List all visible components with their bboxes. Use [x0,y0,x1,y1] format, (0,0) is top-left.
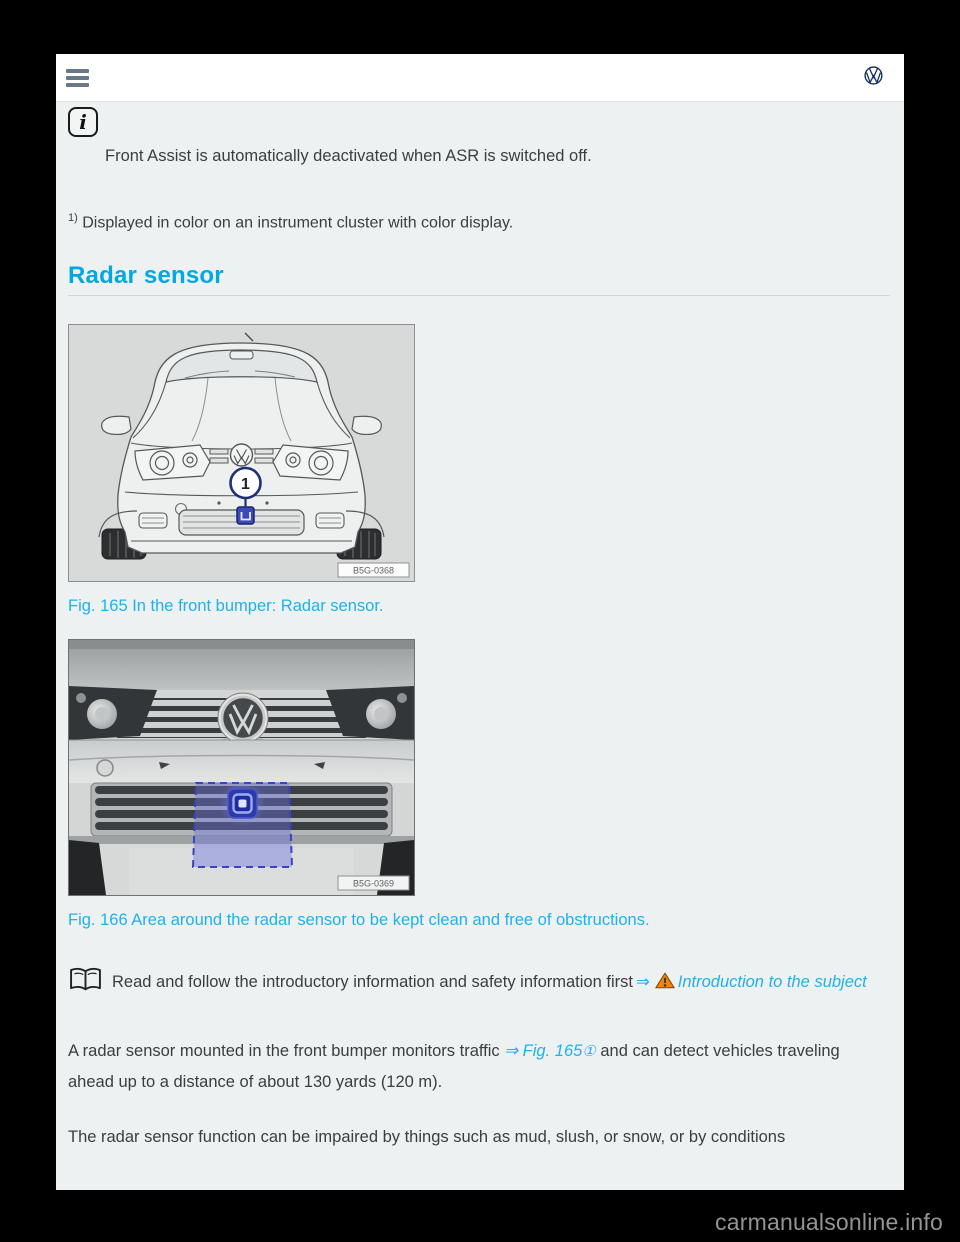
radar-sensor-marker [237,507,254,524]
introduction-link[interactable]: Introduction to the subject [677,973,867,992]
svg-text:B5G-0368: B5G-0368 [352,565,395,576]
figure-166-image [68,639,415,896]
site-watermark: carmanualsonline.info [715,1209,943,1235]
info-icon [68,107,98,137]
footnote [68,205,890,236]
radar-paragraph-1 [68,1036,890,1098]
svg-text:1: 1 [241,476,250,494]
reference-arrow: ⇒ [635,973,650,992]
info-icon-glyph: i [79,110,87,134]
hamburger-menu-icon[interactable] [66,69,89,87]
section-heading: Radar sensor [68,262,224,290]
figure-165-image [68,324,415,582]
document-content [56,102,904,1153]
read-first-paragraph [68,967,890,1002]
radar-keep-clear-zone [193,781,292,868]
radar-paragraph-1-text-b: and can detect vehicles traveling ahead up to a distance of about 130 yards (120 m). [68,1042,840,1092]
warning-triangle-icon [655,975,675,993]
radar-paragraph-1-text-a: A radar sensor mounted in the front bumper monitors traffic [68,1042,500,1061]
figure-165-label [338,563,409,577]
heading-rule [68,295,890,296]
figure-166-caption: Fig. 166 Area around the radar sensor to be kept clean and free of obstructions. [68,911,650,930]
vw-roundel-icon [864,66,883,90]
read-first-text: Read and follow the introductory information and safety information first [112,973,633,992]
info-note [68,107,890,169]
footnote-text: Displayed in color on an instrument cluster with color display. [82,214,514,232]
radar-paragraph-2: The radar sensor function can be impaired by things such as mud, slush, or snow, or by conditions [68,1128,786,1147]
figure-165-caption: Fig. 165 In the front bumper: Radar sensor. [68,597,384,616]
open-book-icon [68,978,103,996]
figure-166-label [338,876,409,890]
fig-165-link[interactable]: ⇒ Fig. 165① [504,1042,596,1061]
svg-text:B5G-0369: B5G-0369 [352,878,395,889]
manual-page [56,54,904,1190]
viewer-header [56,54,904,102]
footnote-marker: 1) [68,212,78,224]
info-note-text: Front Assist is automatically deactivated when ASR is switched off. [105,147,592,165]
